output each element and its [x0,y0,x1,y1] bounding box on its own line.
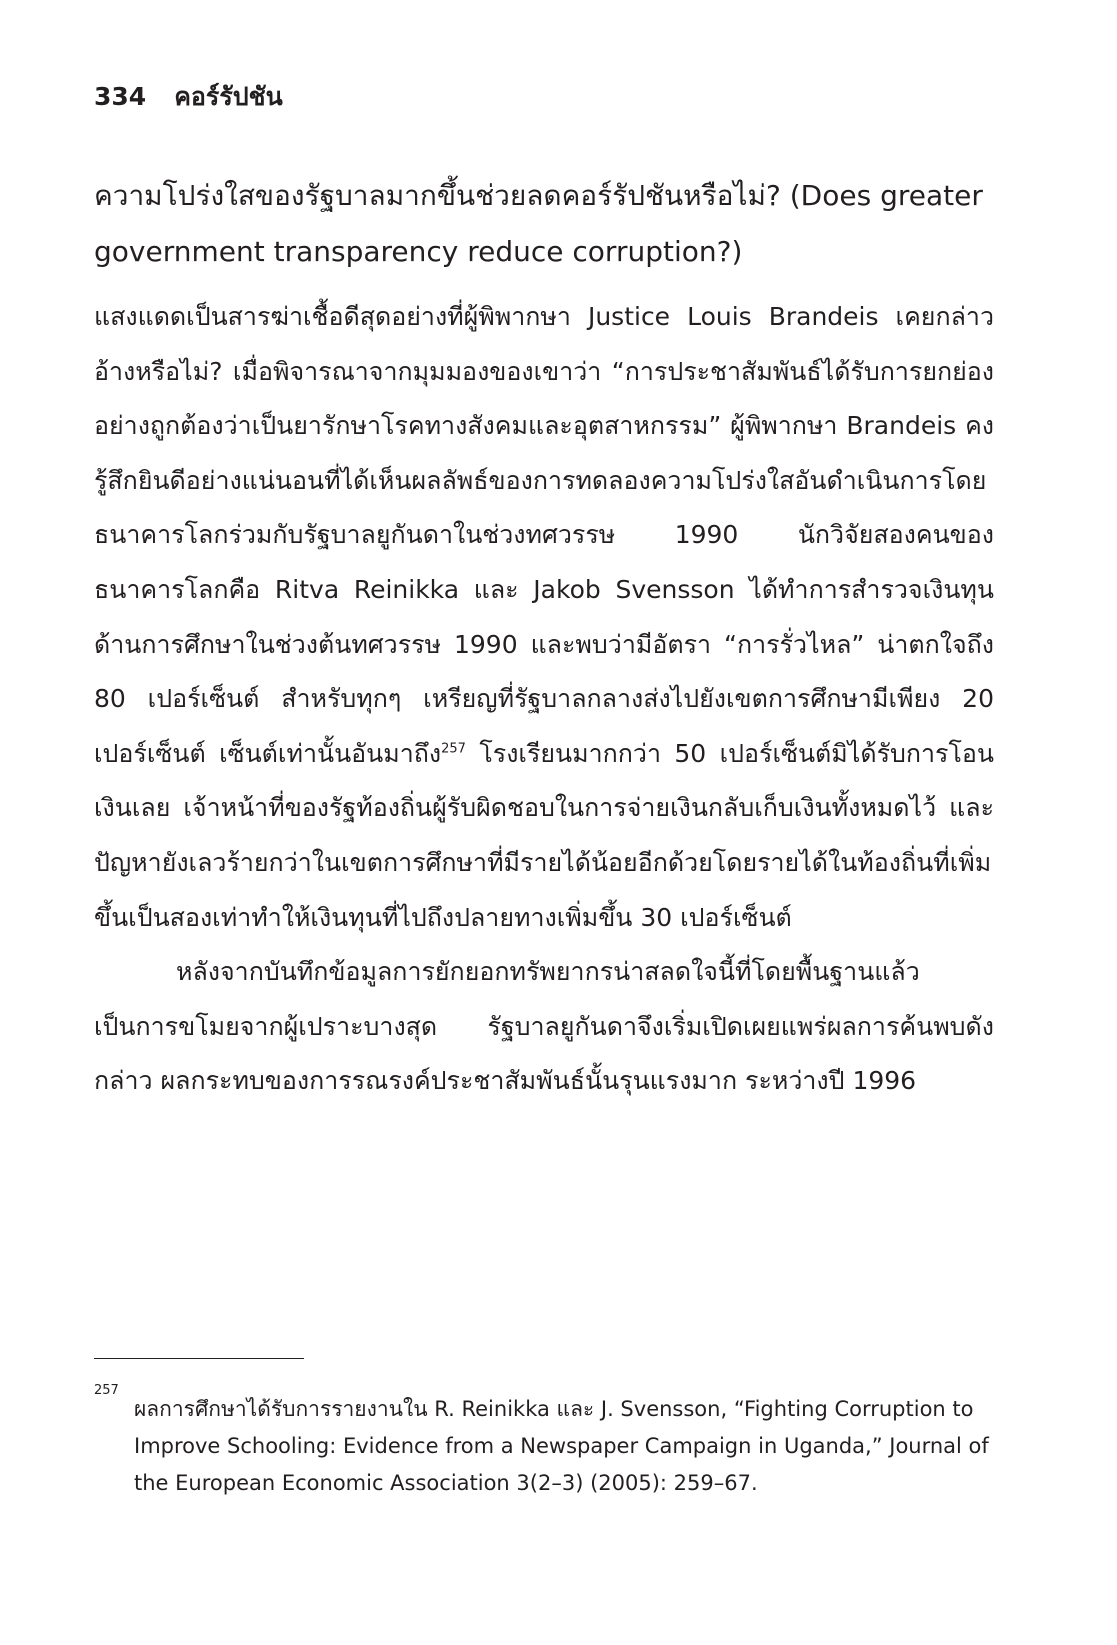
footnote-separator [94,1358,304,1359]
running-title: คอร์รัปชัน [174,82,283,111]
paragraph-text: โรงเรียนมากกว่า 50 เปอร์เซ็นต์มิได้รับการโอนเงินเลย เจ้าหน้าที่ของรัฐท้องถิ่นผู้รับผิดชอบในการจ่ายเงินกลับเก็บเงินทั้งหมดไว้ และปัญหายังเลวร้ายกว่าในเขตการศึกษาที่มีรายได้น้อยอีกด้วยโดยรายได้ในท้องถิ่นที่เพิ่มขึ้นเป็นสองเท่าทำให้เงินทุนที่ไปถึงปลายทางเพิ่มขึ้น 30 เปอร์เซ็นต์ [94,738,994,932]
page-number: 334 [94,82,147,111]
footnote-text: ผลการศึกษาได้รับการรายงานใน R. Reinikka และ J. Svensson, “Fighting Corruption to Improve Schooling: Evidence from a Newspaper Campaign in Uganda,” Journal of the European Economic Association 3(2–3) (2005): 259–67. [134,1397,989,1495]
paragraph: หลังจากบันทึกข้อมูลการยักยอกทรัพยากรน่าสลดใจนี้ที่โดยพื้นฐานแล้วเป็นการขโมยจากผู้เปราะบางสุด รัฐบาลยูกันดาจึงเริ่มเปิดเผยแพร่ผลการค้นพบดังกล่าว ผลกระทบของการรณรงค์ประชาสัมพันธ์นั้นรุนแรงมาก ระหว่างปี 1996 [94,957,994,1096]
paragraph [94,290,994,945]
body-text [94,290,994,1109]
footnote [94,1383,994,1502]
running-head [94,80,283,114]
footnote-number: 257 [94,1383,119,1398]
footnote-reference: 257 [441,741,466,757]
paragraph-text: แสงแดดเป็นสารฆ่าเชื้อดีสุดอย่างที่ผู้พิพากษา Justice Louis Brandeis เคยกล่าวอ้างหรือไม่? เมื่อพิจารณาจากมุมมองของเขาว่า “การประชาสัมพันธ์ได้รับการยกย่องอย่างถูกต้องว่าเป็นยารักษาโรคทางสังคมและอุตสาหกรรม” ผู้พิพากษา Brandeis คงรู้สึกยินดีอย่างแน่นอนที่ได้เห็นผลลัพธ์ของการทดลองความโปร่งใสอันดำเนินการโดยธนาคารโลกร่วมกับรัฐบาลยูกันดาในช่วงทศวรรษ 1990 นักวิจัยสองคนของธนาคารโลกคือ Ritva Reinikka และ Jakob Svensson ได้ทำการสำรวจเงินทุนด้านการศึกษาในช่วงต้นทศวรรษ 1990 และพบว่ามีอัตรา “การรั่วไหล” น่าตกใจถึง 80 เปอร์เซ็นต์ สำหรับทุกๆ เหรียญที่รัฐบาลกลางส่งไปยังเขตการศึกษามีเพียง 20 เปอร์เซ็นต์ เซ็นต์เท่านั้นอันมาถึง [94,302,994,768]
section-heading: ความโปร่งใสของรัฐบาลมากขึ้นช่วยลดคอร์รัปชันหรือไม่? (Does greater government transparency reduce corruption?) [94,179,983,268]
